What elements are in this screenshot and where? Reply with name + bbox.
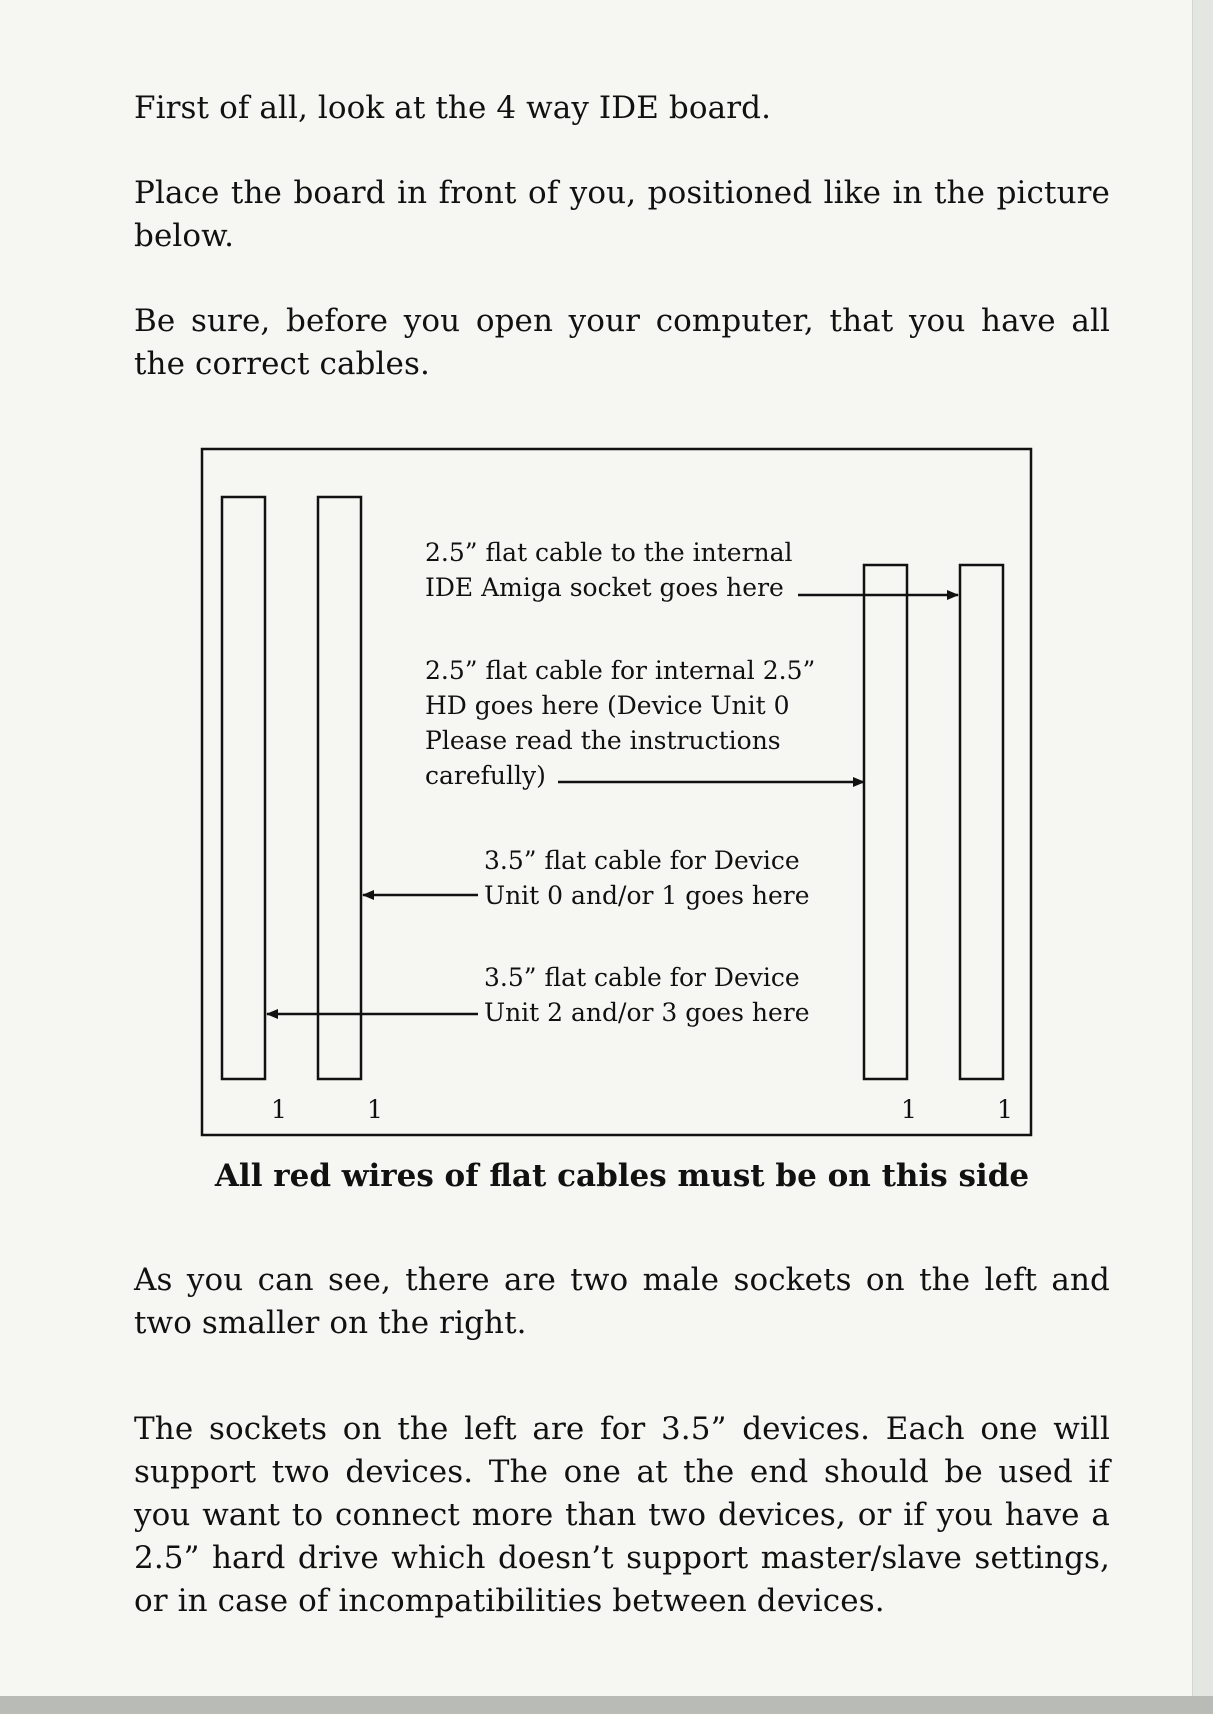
intro-line-place-board: Place the board in front of you, positioned like in the picture below. xyxy=(134,175,1110,254)
pin-1-mark-socket-d: 1 xyxy=(997,1095,1013,1124)
label-line: 3.5” flat cable for Device xyxy=(484,846,800,875)
pin-1-mark-socket-c: 1 xyxy=(901,1095,917,1124)
label-line: 3.5” flat cable for Device xyxy=(484,963,800,992)
label-unit-0-1-cable xyxy=(484,843,810,913)
socket-3-5-unit-0-1 xyxy=(318,497,361,1079)
page-bottom-edge xyxy=(0,1696,1213,1714)
label-line: HD goes here (Device Unit 0 xyxy=(425,691,790,720)
label-line: IDE Amiga socket goes here xyxy=(425,573,784,602)
intro-line-correct-cables: Be sure, before you open your computer, that you have all the correct cables. xyxy=(134,303,1110,382)
page-edge xyxy=(1192,0,1213,1714)
label-line: Please read the instructions xyxy=(425,726,781,755)
paragraph-socket-overview: As you can see, there are two male sockets on the left and two smaller on the right. xyxy=(134,1262,1110,1341)
socket-3-5-unit-2-3 xyxy=(222,497,265,1079)
pin-1-mark-socket-b: 1 xyxy=(367,1095,383,1124)
intro-line-look-at-board: First of all, look at the 4 way IDE board. xyxy=(134,90,772,126)
label-line: 2.5” flat cable to the internal xyxy=(425,538,793,567)
socket-2-5-ide-amiga xyxy=(960,565,1003,1079)
label-line: carefully) xyxy=(425,761,546,790)
label-internal-hd-cable xyxy=(425,653,815,793)
paragraph-left-socket-usage: The sockets on the left are for 3.5” devices. Each one will support two devices. The one at the end should be used if you want to connect more than two devices, or if you have a 2.5” hard drive which doesn’t support master/slave settings, or in case of incompatibilities between devices. xyxy=(134,1411,1110,1619)
label-line: Unit 2 and/or 3 goes here xyxy=(484,998,810,1027)
ide-board-diagram xyxy=(200,447,1040,1147)
socket-2-5-internal-hd xyxy=(864,565,907,1079)
pin-1-mark-socket-a: 1 xyxy=(271,1095,287,1124)
label-line: 2.5” flat cable for internal 2.5” xyxy=(425,656,816,685)
label-line: Unit 0 and/or 1 goes here xyxy=(484,881,810,910)
label-unit-2-3-cable xyxy=(484,960,810,1030)
label-ide-amiga-cable xyxy=(425,535,793,605)
diagram-caption: All red wires of flat cables must be on this side xyxy=(214,1158,1030,1194)
